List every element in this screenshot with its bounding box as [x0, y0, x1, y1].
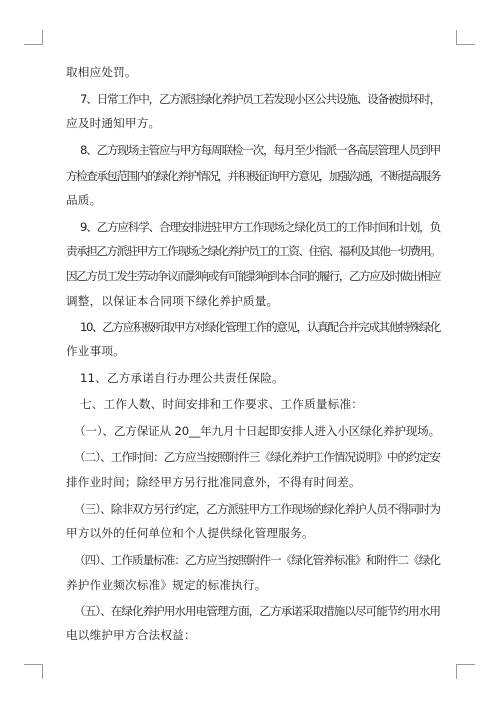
- text-line: 电以维护甲方合法权益：: [66, 628, 196, 642]
- text-line: （三）、除非双方另行约定，乙方派驻甲方工作现场的绿化养护人员不得同时为: [74, 502, 440, 516]
- text-line: 9、乙方应科学、合理安排进驻甲方工作现场之绿化员工的工作时间和计划，负: [80, 220, 440, 234]
- crop-mark-top-right: [456, 30, 475, 45]
- text-line: （五）、在绿化养护用水用电管理方面，乙方承诺采取措施以尽可能节约用水用: [74, 604, 440, 618]
- crop-mark-bottom-right: [456, 664, 475, 679]
- text-line: 作业事项。: [66, 344, 125, 358]
- text-line: 七、工作人数、时间安排和工作要求、工作质量标准：: [80, 397, 364, 411]
- text-line: （二）、工作时间：乙方应当按照附件三《绿化养护工作情况说明》中的约定安: [74, 450, 440, 464]
- text-line: 排作业时间；除经甲方另行批准同意外，不得有时间差。: [66, 475, 361, 489]
- text-line: 品质。: [66, 193, 102, 207]
- text-line: 甲方以外的任何单位和个人提供绿化管理服务。: [66, 526, 314, 540]
- text-line: 因乙方员工发生劳动争议而影响或有可能影响到本合同的履行，乙方应及时做出相应: [66, 269, 440, 283]
- crop-mark-top-left: [24, 30, 43, 45]
- crop-mark-bottom-left: [24, 664, 43, 679]
- text-line: 8、乙方现场主管应与甲方每周联检一次，每月至少指派一各高层管理人员到甲: [80, 143, 440, 157]
- text-line: 取相应处罚。: [66, 65, 137, 79]
- text-line: 方检查承包范围内的绿化养护情况，并积极征询甲方意见，加强沟通，不断提高服务: [66, 169, 440, 183]
- text-line: 10、乙方应积极听取甲方对绿化管理工作的意见，认真配合并完成其他特殊绿化: [80, 320, 440, 334]
- text-line: （四）、工作质量标准：乙方应当按照附件一《绿化管养标准》和附件二《绿化: [74, 553, 440, 567]
- text-line: （一）、乙方保证从 20__年九月十日起即安排人进入小区绿化养护现场。: [74, 424, 440, 438]
- text-line: 责承担乙方派驻甲方工作现场之绿化养护员工的工资、住宿、福利及其他一切费用。: [66, 244, 440, 258]
- text-line: 养护作业频次标准》规定的标准执行。: [66, 578, 267, 592]
- text-line: 11、乙方承诺自行办理公共责任保险。: [80, 371, 284, 385]
- text-line: 应及时通知甲方。: [66, 116, 161, 130]
- text-line: 7、日常工作中，乙方派驻绿化养护员工若发现小区公共设施、设备被损坏时，: [80, 92, 440, 106]
- text-line: 调整，以保证本合同项下绿化养护质量。: [66, 294, 279, 308]
